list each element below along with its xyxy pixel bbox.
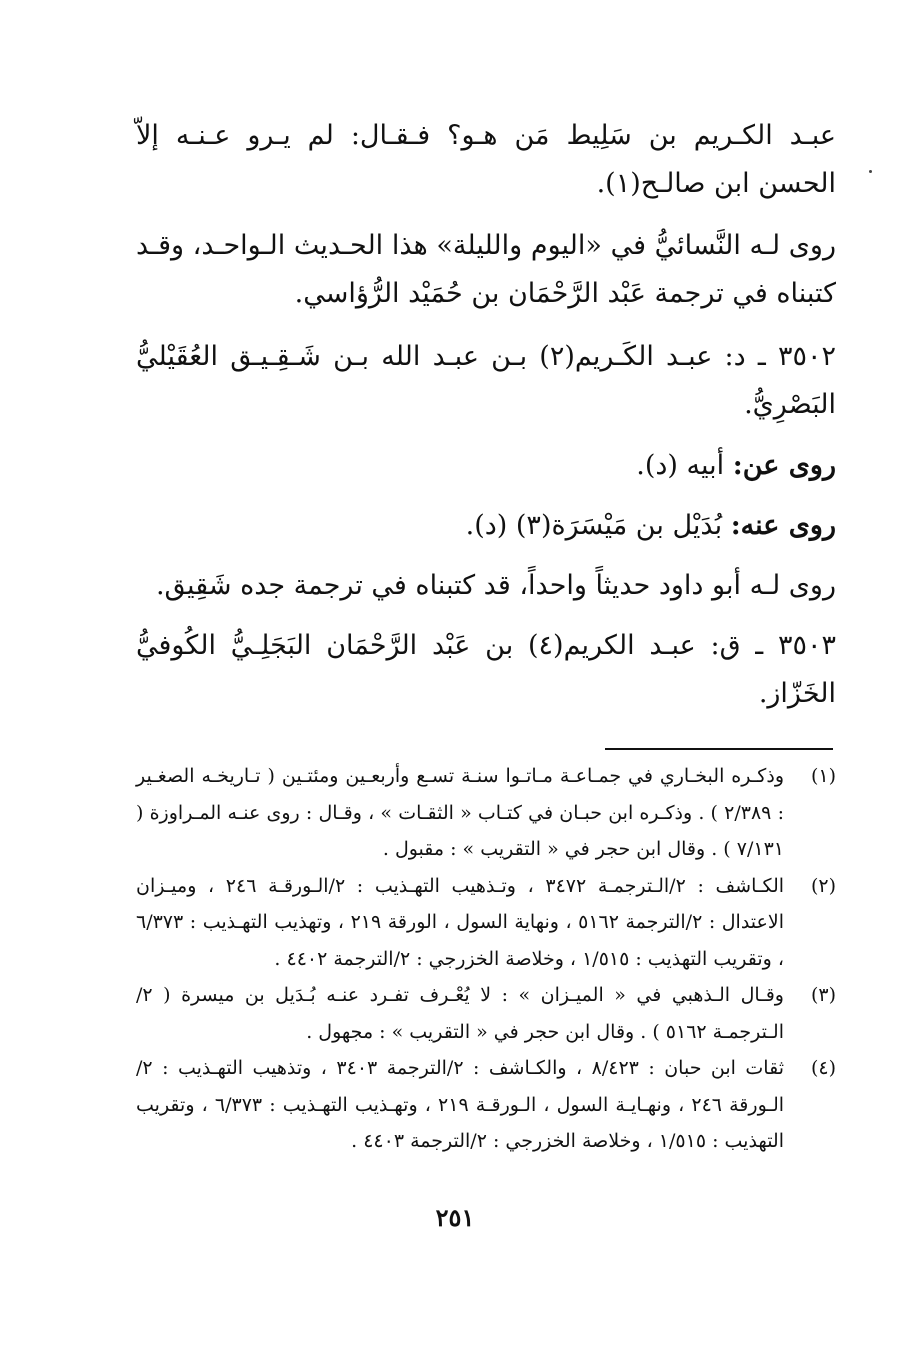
footnote-text: الكـاشف : ٢/الـترجمـة ٣٤٧٢ ، وتـذهيب التهـذيب : ٢/الـورقـة ٢٤٦ ، وميـزان الاعتدال : ٢/الترجمة ٥١٦٢ ، ونهاية السول ، الورقة ٢١٩ ، وتهذيب التهـذيب : ٦/٣٧٣ ، وتقريب التهذيب : ١/٥١٥ ، وخلاصة الخزرجي : ٢/الترجمة ٤٤٠٢ .	[136, 874, 785, 970]
scan-speck	[869, 170, 872, 173]
footnote-1	[136, 758, 836, 868]
narrated-from-label: روى عن:	[732, 450, 836, 481]
paragraph-abu-dawud: روى لـه أبو داود حديثاً واحداً، قد كتبناه في ترجمة جده شَقِيق.	[155, 570, 836, 601]
entry-3503-heading: ٣٥٠٣ ـ ق: عبـد الكريم(٤) بن عَبْد الرَّحْمَان البَجَلِـيُّ الكُوفيُّ الخَزّاز.	[136, 630, 836, 709]
footnote-text: وذكـره البخـاري في جمـاعـة مـاتـوا سنـة تسـع وأربعـين ومئتـين ( تـاريخـه الصغـير : ٢/٣٨٩ ) . وذكـره ابن حبـان في كتـاب « الثقـات » ، وقـال : روى عنـه المـراوزة ( ٧/١٣١ ) . وقال ابن حجر في « التقريب » : مقبول .	[136, 765, 784, 860]
footnote-divider	[605, 748, 833, 750]
footnote-3	[136, 977, 836, 1050]
footnote-text: وقـال الـذهبي في « الميـزان » : لا يُعْـرف تفـرد عنـه بُـدَيل بن ميسرة ( ٢/الـترجمـة ٥١٦٢ ) . وقال ابن حجر في « التقريب » : مجهول .	[136, 984, 784, 1043]
footnotes	[136, 758, 836, 1160]
footnote-4	[136, 1050, 836, 1160]
narrated-by-line	[136, 502, 836, 550]
narrated-by-value: بُدَيْل بن مَيْسَرَة(٣) (د).	[465, 510, 731, 541]
footnote-text: ثقات ابن حبان : ٨/٤٢٣ ، والكـاشف : ٢/الترجمة ٣٤٠٣ ، وتذهيب التهـذيب : ٢/الـورقة ٢٤٦ ، ونهـايـة السول ، الـورقـة ٢١٩ ، وتهـذيب التهـذيب : ٦/٣٧٣ ، وتقريب التهذيب : ١/٥١٥ ، وخلاصة الخزرجي : ٢/الترجمة ٤٤٠٣ .	[136, 1057, 785, 1152]
footnote-number: (٤)	[810, 1057, 836, 1079]
footnote-number: (٢)	[810, 874, 836, 897]
footnote-2	[136, 868, 836, 978]
narrated-from-line	[136, 442, 836, 490]
footnote-number: (١)	[810, 765, 836, 787]
footnote-number: (٣)	[810, 984, 836, 1006]
paragraph-1: عبـد الكـريم بن سَلِيط مَن هـو؟ فـقـال: لم يـرو عـنـه إلاّ الحسن ابن صالـح(١).	[136, 120, 836, 199]
page-number: ٢٥١	[435, 1203, 475, 1232]
narrated-from-value: أبيه (د).	[636, 450, 733, 481]
narrated-by-label: روى عنه:	[730, 510, 836, 541]
paragraph-2: روى لـه النَّسائيُّ في «اليوم والليلة» هذا الحـديث الـواحـد، وقـد كتبناه في ترجمة عَبْد الرَّحْمَان بن حُمَيْد الرُّؤاسي.	[136, 230, 836, 309]
entry-3502-heading: ٣٥٠٢ ـ د: عبـد الكَـريم(٢) بـن عبـد الله بـن شَـقِـيـق العُقَيْليُّ البَصْرِيُّ.	[136, 341, 836, 420]
